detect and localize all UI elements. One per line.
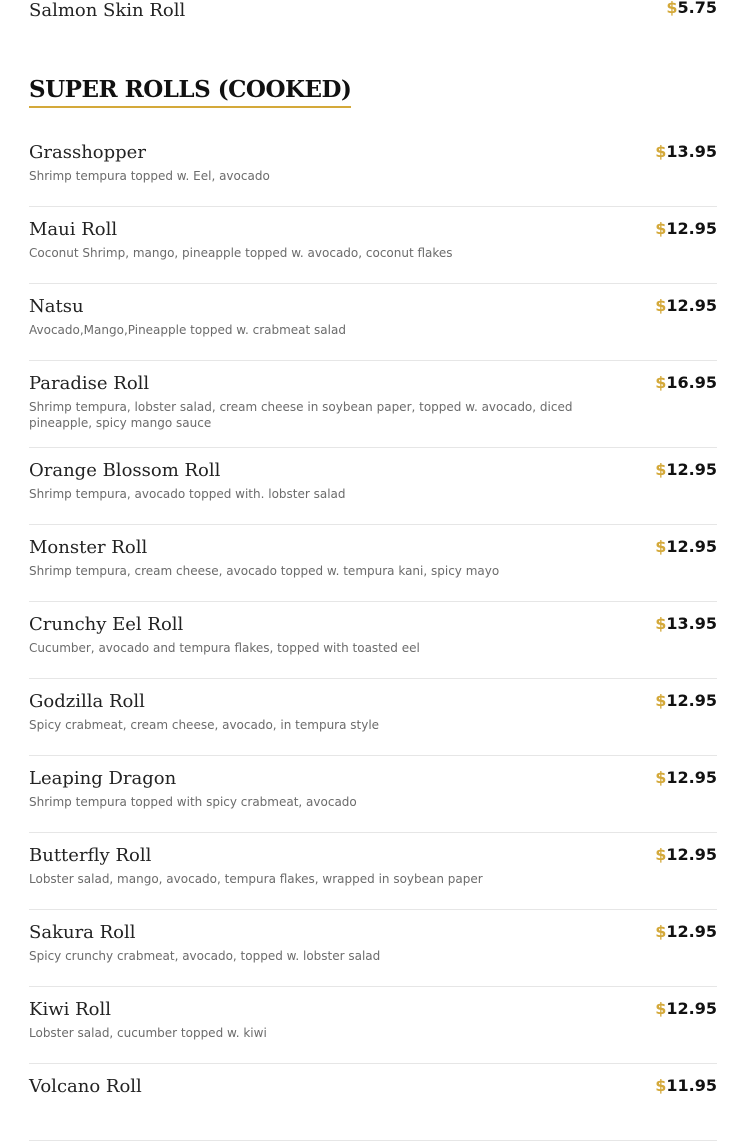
price-value: 12.95 [666, 845, 717, 864]
currency-symbol: $ [655, 999, 667, 1018]
item-price [655, 460, 717, 480]
menu-item[interactable] [29, 833, 717, 910]
item-price [655, 219, 717, 239]
item-name: Leaping Dragon [29, 768, 177, 789]
currency-symbol: $ [655, 296, 667, 315]
price-value: 12.95 [666, 296, 717, 315]
menu-item[interactable] [29, 756, 717, 833]
item-price [655, 845, 717, 865]
section-title: SUPER ROLLS (COOKED) [29, 76, 351, 108]
menu-item[interactable] [29, 207, 717, 284]
menu-item[interactable] [29, 1064, 717, 1141]
item-description: Spicy crabmeat, cream cheese, avocado, in tempura style [29, 718, 380, 732]
item-description: Lobster salad, mango, avocado, tempura flakes, wrapped in soybean paper [29, 872, 483, 886]
price-value: 12.95 [666, 537, 717, 556]
menu-item[interactable] [29, 679, 717, 756]
price-value: 13.95 [666, 614, 717, 633]
currency-symbol: $ [655, 922, 667, 941]
item-name: Maui Roll [29, 219, 118, 240]
currency-symbol: $ [655, 142, 667, 161]
item-description: Cucumber, avocado and tempura flakes, topped with toasted eel [29, 641, 420, 655]
price-value: 13.95 [666, 142, 717, 161]
item-price [655, 142, 717, 162]
menu-item[interactable] [29, 361, 717, 448]
item-price [655, 768, 717, 788]
item-name: Sakura Roll [29, 922, 136, 943]
item-description: Shrimp tempura, avocado topped with. lobster salad [29, 487, 346, 501]
item-price [655, 537, 717, 557]
item-name: Natsu [29, 296, 84, 317]
menu-item[interactable] [29, 602, 717, 679]
item-price [655, 1076, 717, 1096]
price-value: 12.95 [666, 691, 717, 710]
item-description: Shrimp tempura topped w. Eel, avocado [29, 169, 270, 183]
price-value: 12.95 [666, 922, 717, 941]
menu-item[interactable] [29, 284, 717, 361]
item-price [655, 373, 717, 393]
price-value: 12.95 [666, 219, 717, 238]
currency-symbol: $ [655, 460, 667, 479]
currency-symbol: $ [666, 0, 678, 17]
price-value: 16.95 [666, 373, 717, 392]
item-description: Spicy crunchy crabmeat, avocado, topped w. lobster salad [29, 949, 381, 963]
item-name: Orange Blossom Roll [29, 460, 221, 481]
item-name: Godzilla Roll [29, 691, 145, 712]
currency-symbol: $ [655, 614, 667, 633]
menu-item[interactable] [29, 910, 717, 987]
item-price [666, 0, 717, 18]
currency-symbol: $ [655, 219, 667, 238]
menu-item[interactable] [29, 130, 717, 207]
menu-page [29, 0, 717, 1141]
item-price [655, 922, 717, 942]
item-name: Monster Roll [29, 537, 148, 558]
menu-item[interactable] [29, 448, 717, 525]
menu-list [29, 130, 717, 1141]
menu-item-salmon-skin-roll[interactable] [29, 0, 717, 32]
section-header [29, 76, 717, 114]
item-price [655, 614, 717, 634]
item-name: Butterfly Roll [29, 845, 152, 866]
item-name: Volcano Roll [29, 1076, 142, 1097]
item-name: Crunchy Eel Roll [29, 614, 184, 635]
item-description: Avocado,Mango,Pineapple topped w. crabmeat salad [29, 323, 346, 337]
item-name: Kiwi Roll [29, 999, 111, 1020]
item-price [655, 999, 717, 1019]
currency-symbol: $ [655, 768, 667, 787]
item-price [655, 691, 717, 711]
currency-symbol: $ [655, 691, 667, 710]
item-name: Paradise Roll [29, 373, 150, 394]
price-value: 12.95 [666, 999, 717, 1018]
item-description: Shrimp tempura, cream cheese, avocado topped w. tempura kani, spicy mayo [29, 564, 500, 578]
item-description: Lobster salad, cucumber topped w. kiwi [29, 1026, 267, 1040]
currency-symbol: $ [655, 537, 667, 556]
price-value: 12.95 [666, 460, 717, 479]
menu-item[interactable] [29, 525, 717, 602]
price-value: 12.95 [666, 768, 717, 787]
item-price [655, 296, 717, 316]
item-name: Salmon Skin Roll [29, 0, 186, 21]
price-value: 11.95 [666, 1076, 717, 1095]
item-description: Shrimp tempura topped with spicy crabmeat, avocado [29, 795, 357, 809]
currency-symbol: $ [655, 1076, 667, 1095]
price-value: 5.75 [677, 0, 717, 17]
currency-symbol: $ [655, 845, 667, 864]
item-description: Coconut Shrimp, mango, pineapple topped w. avocado, coconut flakes [29, 246, 453, 260]
item-description: Shrimp tempura, lobster salad, cream cheese in soybean paper, topped w. avocado, diced pineapple, spicy mango sauce [29, 400, 573, 430]
currency-symbol: $ [655, 373, 667, 392]
item-name: Grasshopper [29, 142, 146, 163]
menu-item[interactable] [29, 987, 717, 1064]
